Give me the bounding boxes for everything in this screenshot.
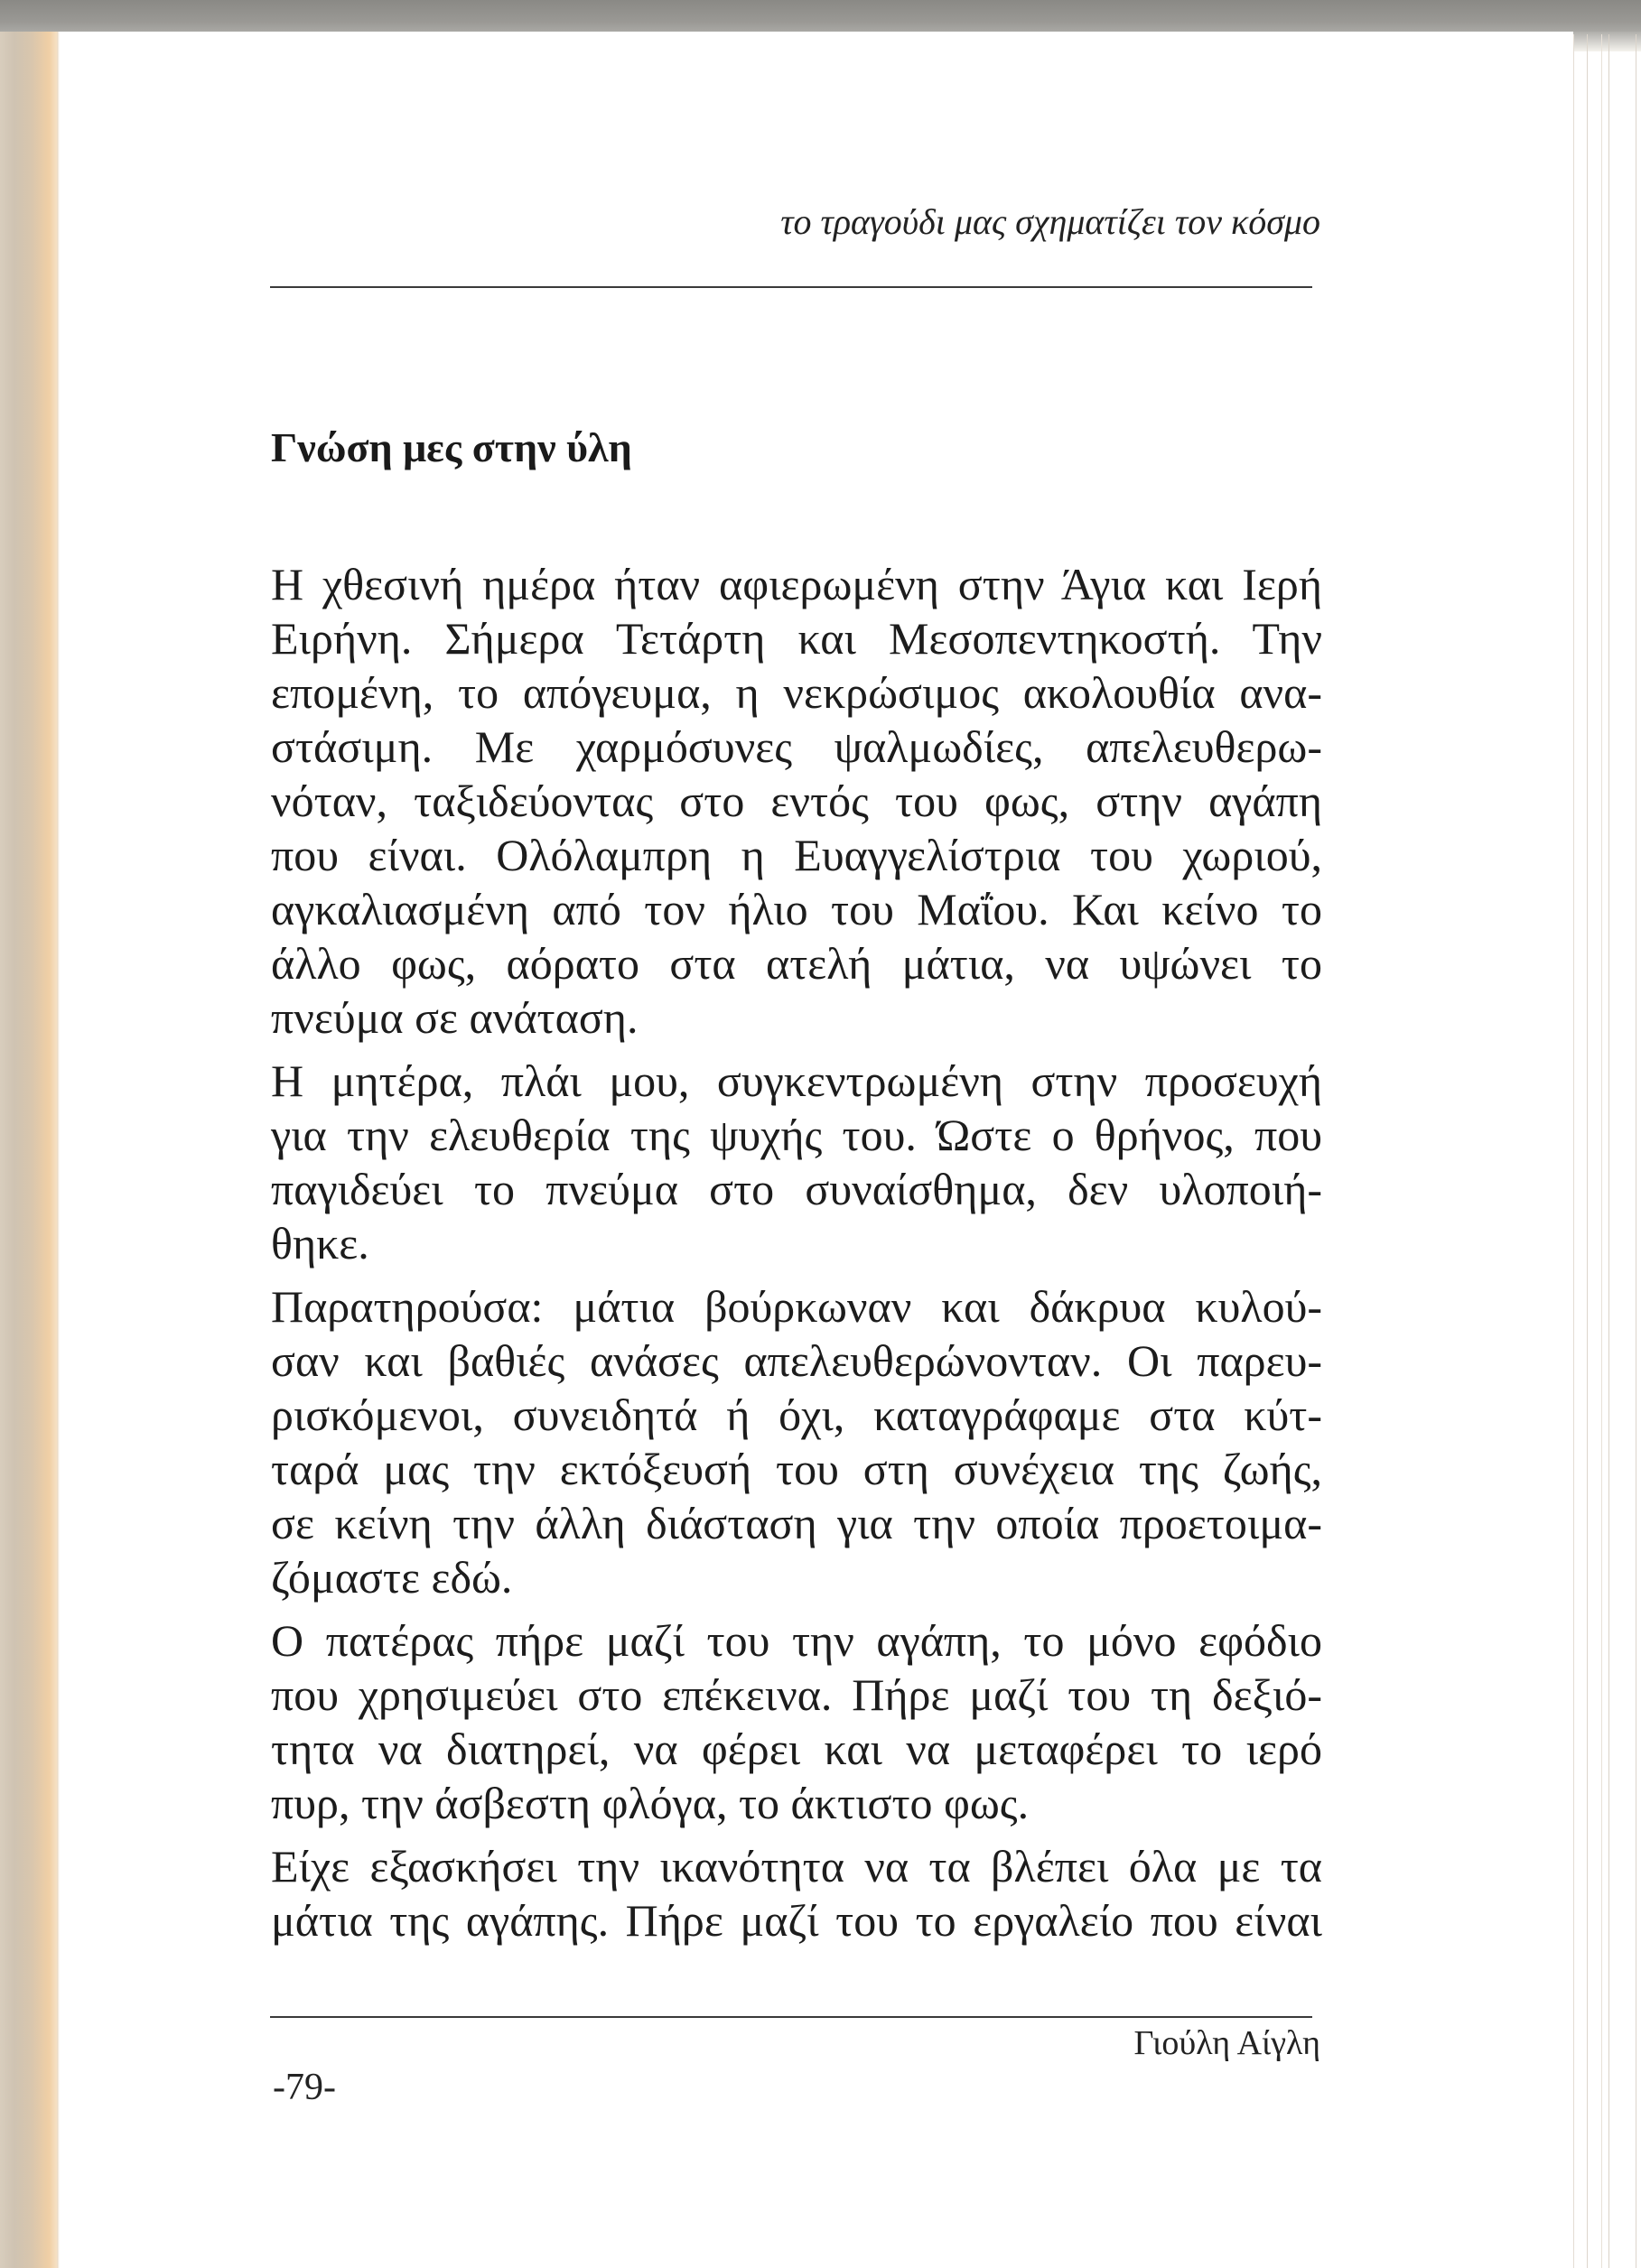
text-line: ρισκόμενοι, συνειδητά ή όχι, καταγράφαμε στα κύτ-: [271, 1390, 1322, 1440]
paragraph: [271, 1839, 1322, 1947]
text-line: ζόμαστε εδώ.: [271, 1552, 513, 1603]
text-line: πυρ, την άσβεστη φλόγα, το άκτιστο φως.: [271, 1778, 1030, 1828]
text-line: σαν και βαθιές ανάσες απελευθερώνονταν. Οι παρευ-: [271, 1335, 1322, 1386]
text-line: πνεύμα σε ανάταση.: [271, 992, 639, 1043]
text-line: Ο πατέρας πήρε μαζί του την αγάπη, το μόνο εφόδιο: [271, 1615, 1322, 1666]
running-head: το τραγούδι μας σχηματίζει τον κόσμο: [780, 201, 1320, 242]
fore-edge-page-line: [1587, 34, 1588, 2268]
footer-rule: [270, 2016, 1312, 2018]
text-line: που είναι. Ολόλαμπρη η Ευαγγελίστρια του χωριού,: [271, 830, 1322, 880]
text-line: τητα να διατηρεί, να φέρει και να μεταφέρει το ιερό: [271, 1724, 1322, 1774]
fore-edge-top-shadow: [1573, 32, 1641, 51]
text-line: αγκαλιασμένη από τον ήλιο του Μαΐου. Και κείνο το: [271, 884, 1322, 934]
fore-edge-page-line: [1573, 34, 1574, 2268]
book-spine-gutter: [0, 32, 58, 2268]
chapter-title: Γνώση μες στην ύλη: [271, 424, 632, 470]
text-line: Είχε εξασκήσει την ικανότητα να τα βλέπει όλα με τα: [271, 1841, 1322, 1892]
text-line: παγιδεύει το πνεύμα στο συναίσθημα, δεν υλοποιή-: [271, 1164, 1322, 1214]
text-line: θηκε.: [271, 1218, 369, 1269]
page-number: -79-: [273, 2067, 336, 2108]
text-line: άλλο φως, αόρατο στα ατελή μάτια, να υψώνει το: [271, 938, 1322, 989]
text-line: που χρησιμεύει στο επέκεινα. Πήρε μαζί του τη δεξιό-: [271, 1669, 1322, 1720]
text-line: επομένη, το απόγευμα, η νεκρώσιμος ακολουθία ανα-: [271, 667, 1322, 718]
scanner-top-band: [0, 0, 1641, 32]
text-line: στάσιμη. Με χαρμόσυνες ψαλμωδίες, απελευθερω-: [271, 721, 1322, 772]
header-rule: [270, 286, 1312, 288]
text-line: Η χθεσινή ημέρα ήταν αφιερωμένη στην Άγια και Ιερή: [271, 559, 1322, 609]
paragraph: [271, 1279, 1322, 1604]
fore-edge-page-line: [1601, 34, 1602, 2268]
text-line: Παρατηρούσα: μάτια βούρκωναν και δάκρυα κυλού-: [271, 1281, 1322, 1332]
text-line: Η μητέρα, πλάι μου, συγκεντρωμένη στην προσευχή: [271, 1055, 1322, 1106]
body-text: [271, 557, 1322, 1957]
text-line: νόταν, ταξιδεύοντας στο εντός του φως, στην αγάπη: [271, 776, 1322, 826]
paragraph: [271, 557, 1322, 1045]
paragraph: [271, 1613, 1322, 1830]
author-name: Γιούλη Αίγλη: [1133, 2024, 1320, 2062]
text-line: μάτια της αγάπης. Πήρε μαζί του το εργαλείο που είναι: [271, 1895, 1322, 1946]
fore-edge-page-line: [1608, 34, 1609, 2268]
text-line: Ειρήνη. Σήμερα Τετάρτη και Μεσοπεντηκοστή. Την: [271, 613, 1322, 664]
paragraph: [271, 1054, 1322, 1270]
text-line: ταρά μας την εκτόξευσή του στη συνέχεια της ζωής,: [271, 1444, 1322, 1494]
text-line: για την ελευθερία της ψυχής του. Ώστε ο θρήνος, που: [271, 1110, 1322, 1160]
text-line: σε κείνη την άλλη διάσταση για την οποία προετοιμα-: [271, 1498, 1322, 1548]
spine-edge-shadow: [57, 32, 60, 2268]
